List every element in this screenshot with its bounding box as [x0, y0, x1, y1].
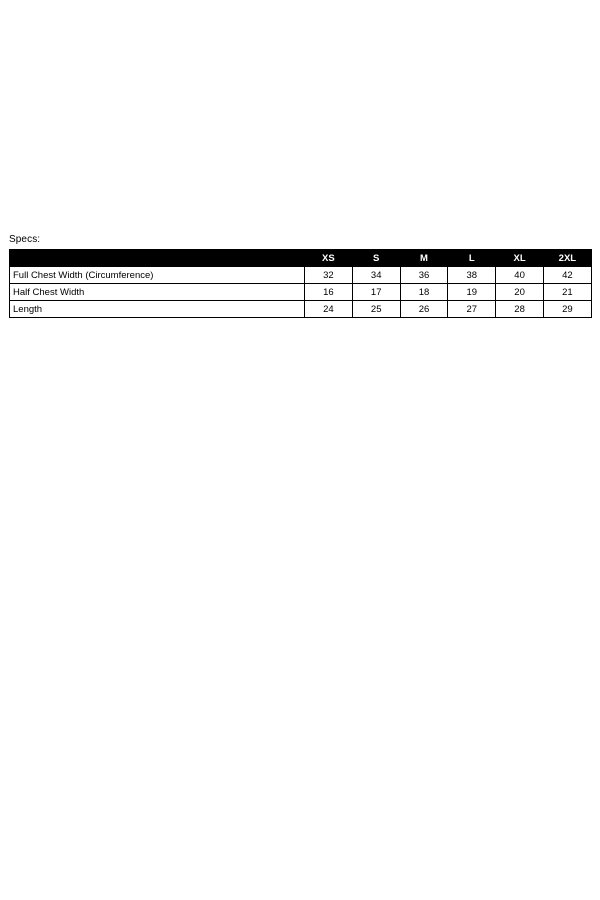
cell-length-2xl: 29 [543, 301, 591, 318]
row-label-length: Length [10, 301, 305, 318]
cell-half-chest-s: 17 [352, 284, 400, 301]
cell-length-s: 25 [352, 301, 400, 318]
cell-length-xl: 28 [496, 301, 544, 318]
cell-full-chest-s: 34 [352, 267, 400, 284]
cell-half-chest-l: 19 [448, 284, 496, 301]
table-header-row [10, 250, 592, 267]
table-header-2xl: 2XL [543, 250, 591, 267]
cell-half-chest-2xl: 21 [543, 284, 591, 301]
row-label-full-chest-width: Full Chest Width (Circumference) [10, 267, 305, 284]
table-row [10, 284, 592, 301]
table-header-s: S [352, 250, 400, 267]
cell-half-chest-xl: 20 [496, 284, 544, 301]
cell-full-chest-2xl: 42 [543, 267, 591, 284]
table-header-corner [10, 250, 305, 267]
table-header-m: M [400, 250, 448, 267]
cell-length-xs: 24 [305, 301, 353, 318]
table-header-xs: XS [305, 250, 353, 267]
cell-half-chest-xs: 16 [305, 284, 353, 301]
row-label-half-chest-width: Half Chest Width [10, 284, 305, 301]
table-header-l: L [448, 250, 496, 267]
table-row [10, 301, 592, 318]
cell-full-chest-xs: 32 [305, 267, 353, 284]
cell-full-chest-m: 36 [400, 267, 448, 284]
cell-full-chest-xl: 40 [496, 267, 544, 284]
specs-heading: Specs: [9, 234, 41, 245]
cell-full-chest-l: 38 [448, 267, 496, 284]
table-header-xl: XL [496, 250, 544, 267]
cell-half-chest-m: 18 [400, 284, 448, 301]
size-chart-table [9, 249, 592, 318]
size-chart [9, 249, 591, 318]
cell-length-l: 27 [448, 301, 496, 318]
cell-length-m: 26 [400, 301, 448, 318]
table-row [10, 267, 592, 284]
